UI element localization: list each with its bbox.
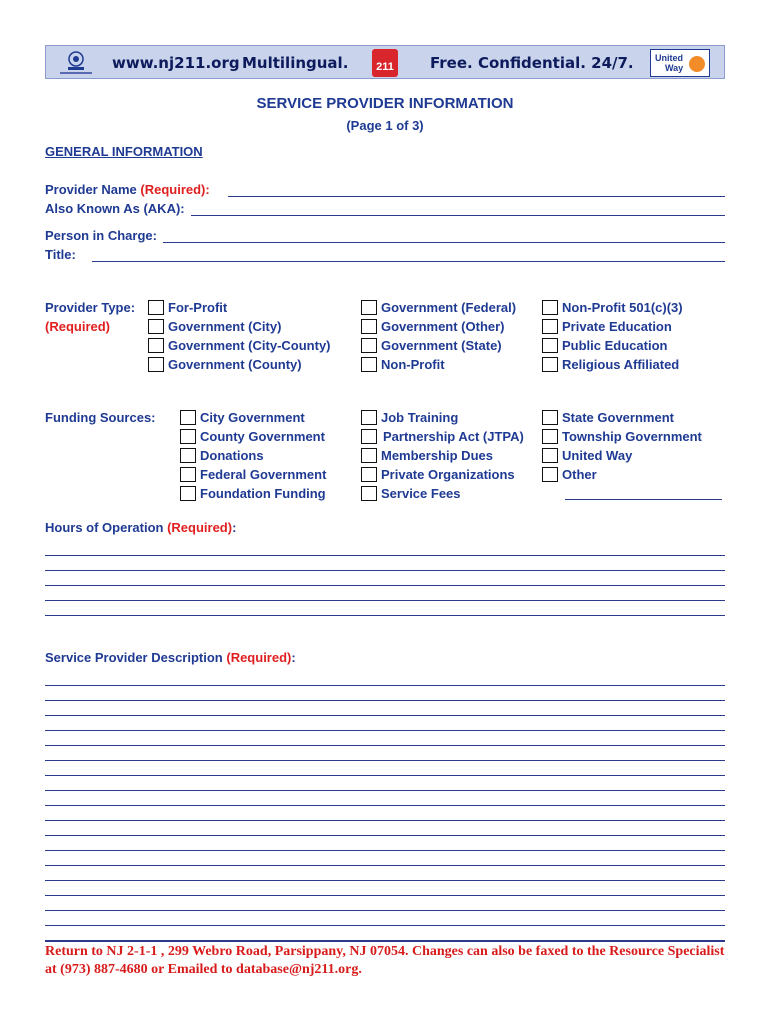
option-membership-dues: Membership Dues (381, 448, 493, 463)
checkbox-government-other[interactable] (361, 319, 377, 334)
checkbox-for-profit[interactable] (148, 300, 164, 315)
return-instructions: Return to NJ 2-1-1 , 299 Webro Road, Parsippany, NJ 07054. Changes can also be faxed to the Resource Specialist at (973) 887-4680 or Emailed to database@nj211.org. (45, 944, 725, 977)
checkbox-government-city[interactable] (148, 319, 164, 334)
checkbox-other[interactable] (542, 467, 558, 482)
page-subtitle: (Page 1 of 3) (346, 118, 424, 133)
checkbox-donations[interactable] (180, 448, 196, 463)
option-for-profit: For-Profit (168, 300, 228, 315)
checkbox-county-government[interactable] (180, 429, 196, 444)
checkbox-job-training[interactable] (361, 410, 377, 425)
funding-sources-label: Funding Sources: (45, 410, 156, 425)
description-label: Service Provider Description (Required): (45, 650, 296, 665)
option-private-organizations: Private Organizations (381, 467, 515, 482)
checkbox-government-federal[interactable] (361, 300, 377, 315)
footer-divider (45, 940, 725, 942)
checkbox-private-education[interactable] (542, 319, 558, 334)
option-government-state: Government (State) (381, 338, 502, 353)
option-government-federal: Government (Federal) (381, 300, 517, 315)
checkbox-united-way[interactable] (542, 448, 558, 463)
option-donations: Donations (200, 448, 264, 463)
hours-label: Hours of Operation (Required): (45, 520, 237, 535)
checkbox-government-state[interactable] (361, 338, 377, 353)
other-funding-field[interactable] (565, 499, 722, 500)
option-other: Other (562, 467, 597, 482)
united-way-icon (689, 56, 705, 72)
option-private-education: Private Education (562, 319, 672, 334)
option-service-fees: Service Fees (381, 486, 461, 501)
banner-tagline: Free. Confidential. 24/7. (430, 54, 634, 72)
option-government-county: Government (County) (168, 357, 302, 372)
page-title: SERVICE PROVIDER INFORMATION (256, 95, 514, 112)
united-way-logo: United Way (650, 49, 710, 77)
checkbox-government-county[interactable] (148, 357, 164, 372)
checkbox-jtpa[interactable] (361, 429, 377, 444)
checkbox-non-profit-501c3[interactable] (542, 300, 558, 315)
provider-type-label: Provider Type: (45, 300, 136, 315)
option-non-profit-501c3: Non-Profit 501(c)(3) (562, 300, 683, 315)
option-township-government: Township Government (562, 429, 702, 444)
option-government-city: Government (City) (168, 319, 282, 334)
checkbox-foundation-funding[interactable] (180, 486, 196, 501)
provider-name-label: Provider Name (Required): (45, 182, 210, 197)
banner-url: www.nj211.org (112, 54, 240, 72)
checkbox-government-city-county[interactable] (148, 338, 164, 353)
checkbox-state-government[interactable] (542, 410, 558, 425)
header-banner (45, 45, 725, 79)
checkbox-non-profit[interactable] (361, 357, 377, 372)
option-city-government: City Government (200, 410, 305, 425)
checkbox-federal-government[interactable] (180, 467, 196, 482)
provider-type-required: (Required) (45, 319, 110, 334)
option-jtpa: Partnership Act (JTPA) (383, 429, 524, 444)
checkbox-public-education[interactable] (542, 338, 558, 353)
person-in-charge-field[interactable] (163, 242, 725, 243)
checkbox-religious-affiliated[interactable] (542, 357, 558, 372)
checkbox-service-fees[interactable] (361, 486, 377, 501)
nj-state-seal-icon (54, 49, 98, 77)
general-info-heading: GENERAL INFORMATION (45, 144, 203, 159)
nj211-logo: 211 (372, 49, 398, 77)
option-state-government: State Government (562, 410, 674, 425)
option-job-training: Job Training (381, 410, 459, 425)
provider-name-field[interactable] (228, 196, 725, 197)
option-non-profit: Non-Profit (381, 357, 445, 372)
title-field[interactable] (92, 261, 725, 262)
aka-label: Also Known As (AKA): (45, 201, 185, 216)
checkbox-private-organizations[interactable] (361, 467, 377, 482)
person-in-charge-label: Person in Charge: (45, 228, 157, 243)
title-label: Title: (45, 247, 76, 262)
checkbox-city-government[interactable] (180, 410, 196, 425)
checkbox-township-government[interactable] (542, 429, 558, 444)
aka-field[interactable] (191, 215, 725, 216)
option-public-education: Public Education (562, 338, 668, 353)
option-government-other: Government (Other) (381, 319, 505, 334)
option-government-city-county: Government (City-County) (168, 338, 331, 353)
option-county-government: County Government (200, 429, 325, 444)
banner-multilingual: Multilingual. (242, 54, 349, 72)
option-foundation-funding: Foundation Funding (200, 486, 326, 501)
checkbox-membership-dues[interactable] (361, 448, 377, 463)
option-federal-government: Federal Government (200, 467, 327, 482)
option-religious-affiliated: Religious Affiliated (562, 357, 680, 372)
option-united-way: United Way (562, 448, 633, 463)
